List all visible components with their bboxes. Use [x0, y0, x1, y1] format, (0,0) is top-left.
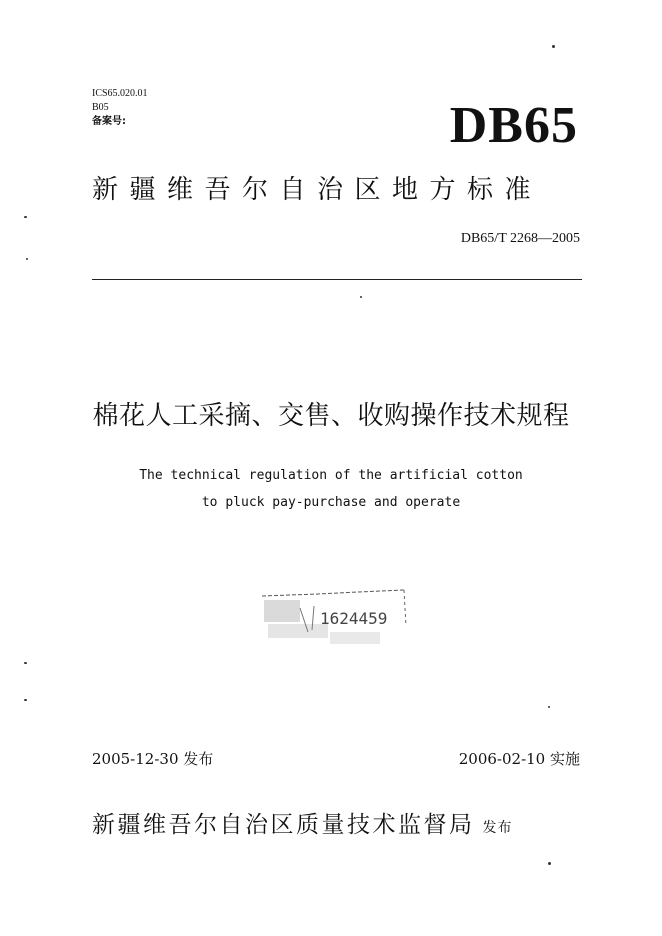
document-title-chinese: 棉花人工采摘、交售、收购操作技术规程	[92, 401, 570, 431]
scan-speck	[360, 296, 362, 298]
document-title-english-line1: The technical regulation of the artificial cotton	[139, 468, 523, 483]
publisher-name: 新疆维吾尔自治区质量技术监督局	[92, 812, 475, 838]
issue-date: 2005-12-30 发布	[92, 750, 214, 768]
standard-number: DB65/T 2268—2005	[460, 231, 580, 246]
ics-code: ICS65.020.01	[92, 88, 148, 99]
stamp-number: 1624459	[320, 609, 388, 628]
standard-code-large: DB65	[449, 97, 578, 154]
implementation-date: 2006-02-10 实施	[458, 750, 580, 768]
record-number-label: 备案号:	[92, 116, 126, 127]
document-title-english-line2: to pluck pay-purchase and operate	[201, 495, 461, 510]
scan-speck	[24, 699, 27, 701]
ccs-code: B05	[92, 102, 109, 113]
publisher-line	[92, 808, 513, 845]
scan-speck	[24, 216, 27, 218]
scan-speck	[548, 706, 550, 708]
header-divider	[92, 279, 582, 280]
scan-speck	[548, 862, 551, 865]
scan-speck	[24, 662, 27, 664]
standard-category-title: 新疆维吾尔自治区地方标准	[92, 175, 543, 205]
scan-speck	[552, 45, 555, 48]
scan-speck	[26, 258, 28, 260]
publish-action: 发布	[482, 820, 513, 836]
library-stamp	[258, 586, 414, 658]
